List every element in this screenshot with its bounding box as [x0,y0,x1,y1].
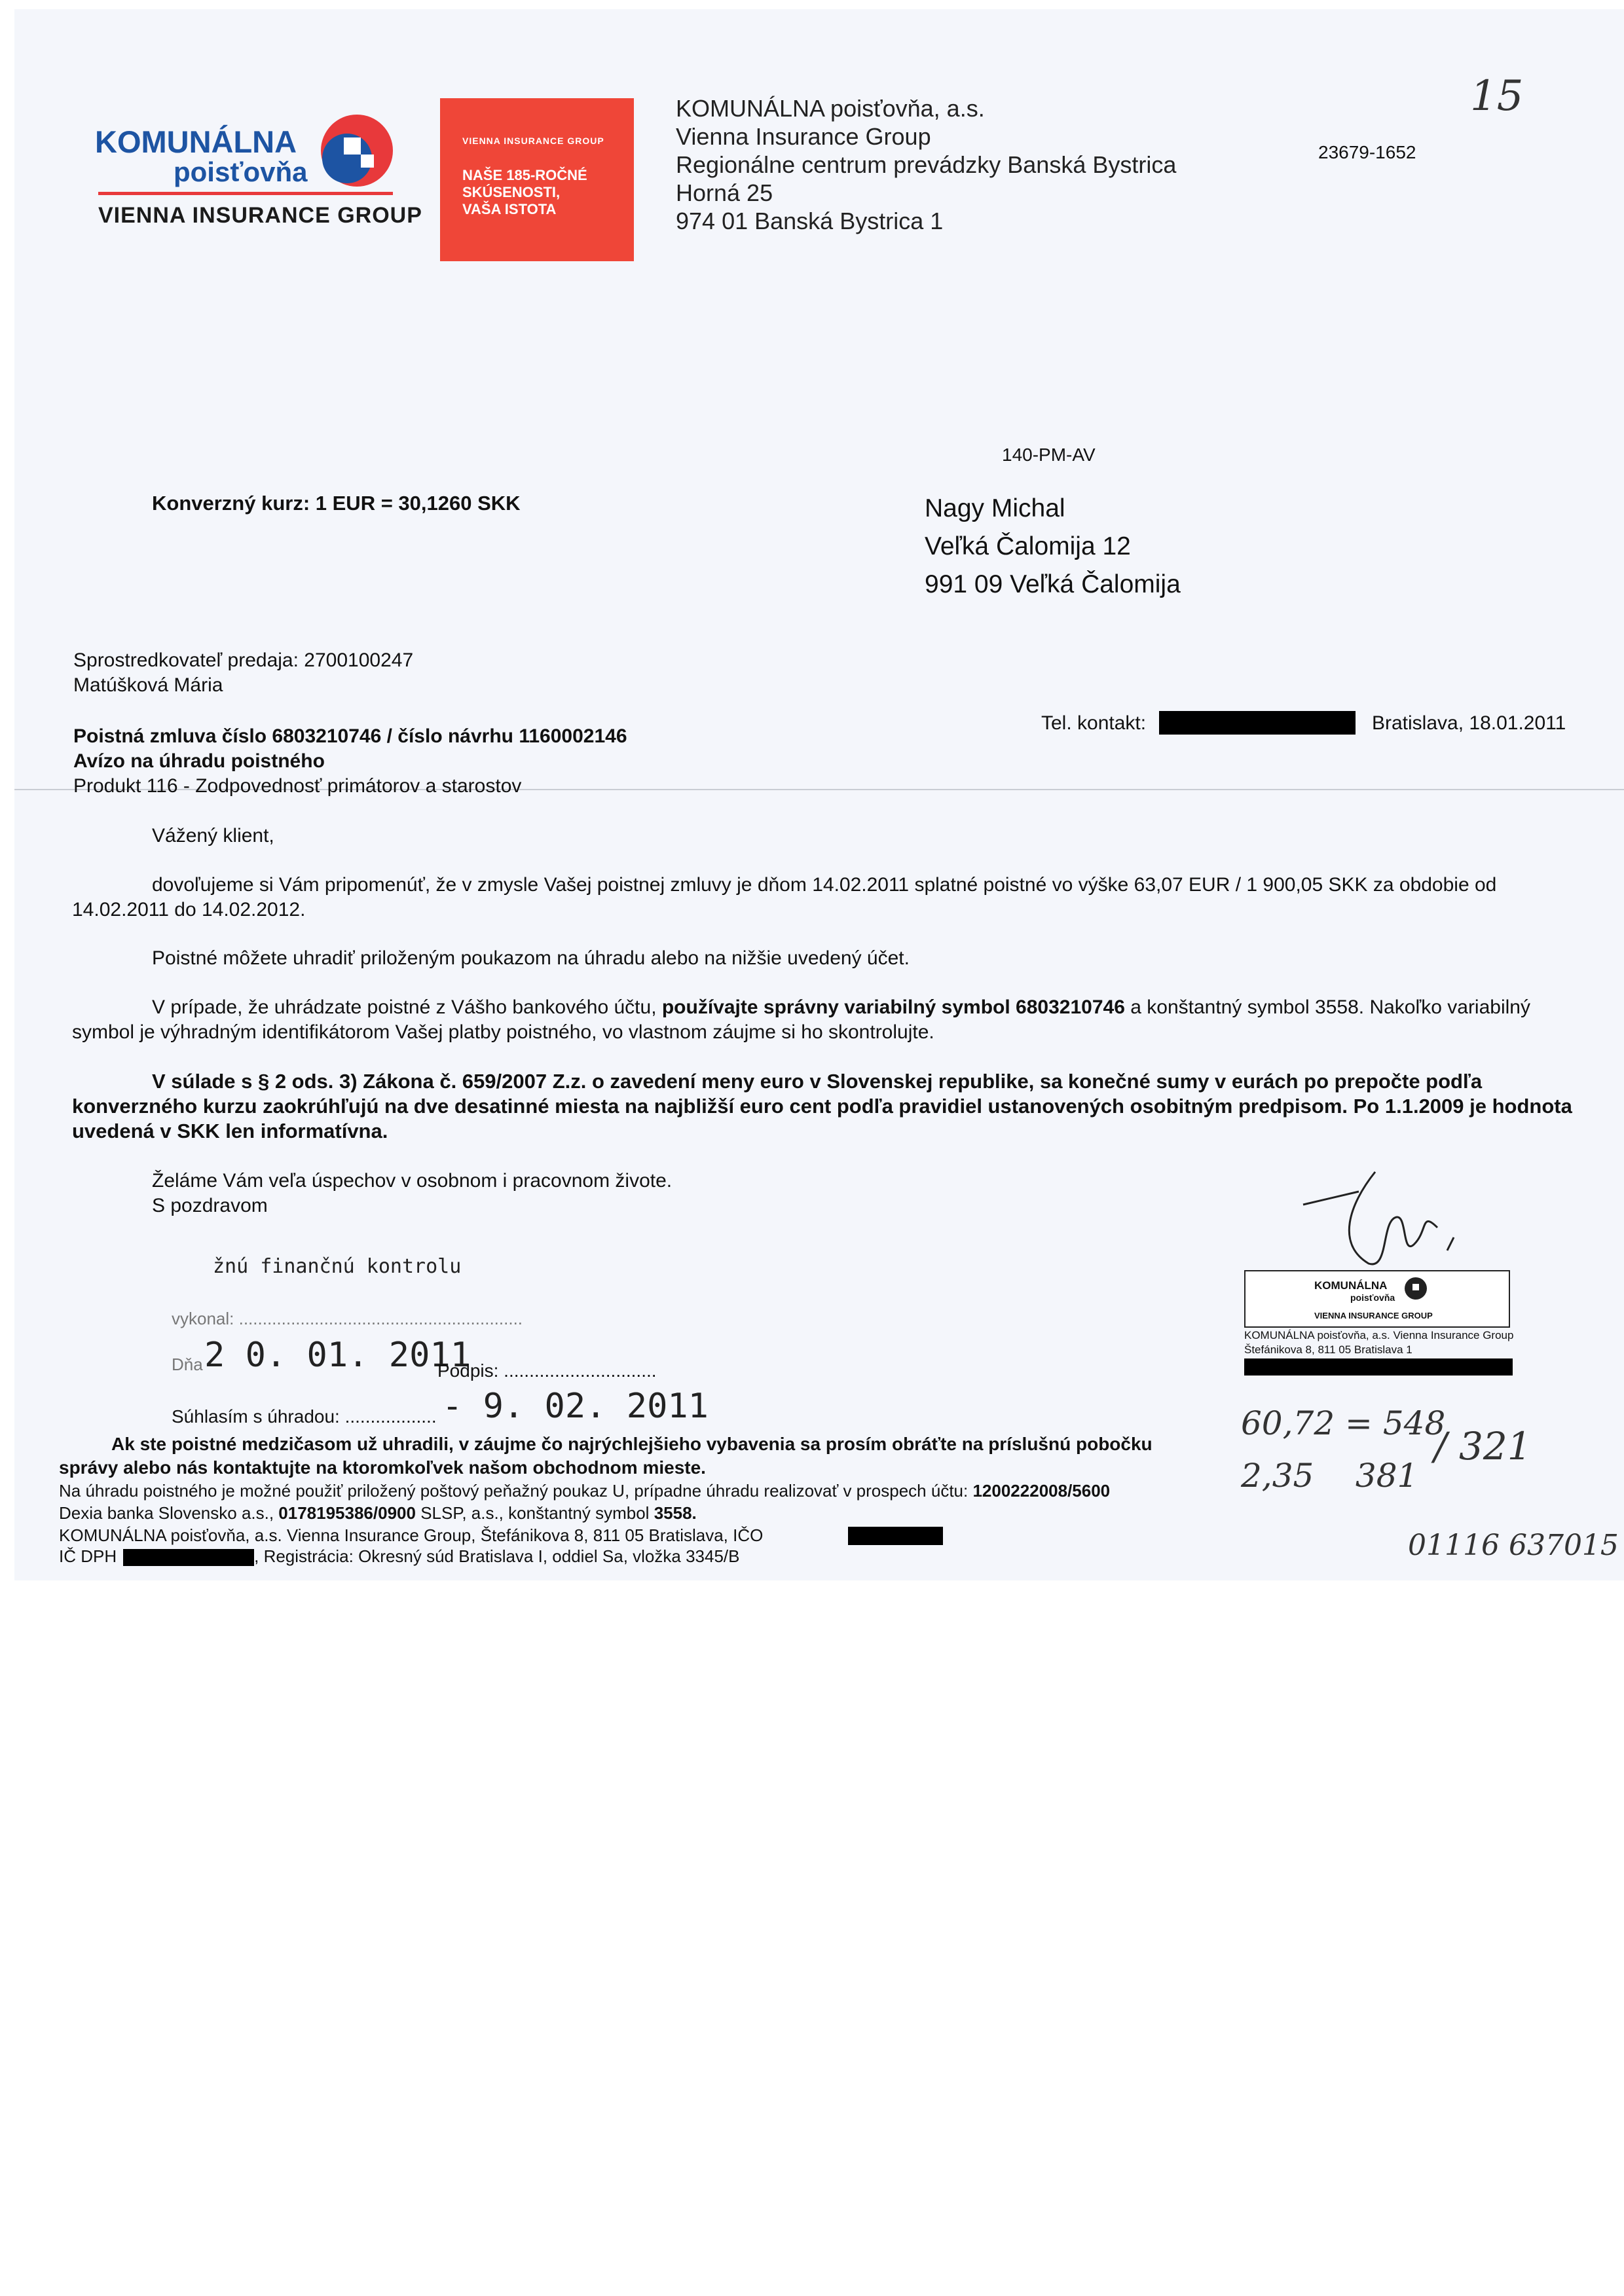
sender-line-1: KOMUNÁLNA poisťovňa, a.s. [676,95,985,122]
tel-label: Tel. kontakt: [1041,712,1147,734]
redacted-stamp-line [1244,1358,1513,1376]
footer-banks [59,1503,697,1523]
slogan-box [440,98,634,261]
notice-title: Avízo na úhradu poistného [73,750,325,772]
control-stamp-date: 2 0. 01. 2011 [204,1336,471,1375]
footer-registration [59,1546,739,1567]
paragraph-3-b: používajte správny variabilný symbol 6803210746 [661,996,1125,1018]
stamp-address-1: KOMUNÁLNA poisťovňa, a.s. Vienna Insurance Group [1244,1329,1514,1341]
paragraph-2: Poistné môžete uhradiť priloženým poukazom na úhradu alebo na nižšie uvedený účet. [152,947,910,969]
stamp-logo-icon [1403,1275,1429,1302]
conversion-rate: Konverzný kurz: 1 EUR = 30,1260 SKK [152,492,521,515]
stamp-address-2: Štefánikova 8, 811 05 Bratislava 1 [1244,1343,1412,1356]
slogan-line-3: VAŠA ISTOTA [462,201,557,217]
slogan-text [462,167,587,218]
redacted-vat [123,1549,254,1566]
slogan-group: VIENNA INSURANCE GROUP [462,136,604,146]
footer-court-registration: , Registrácia: Okresný súd Bratislava I, oddiel Sa, vložka 3345/B [254,1546,740,1566]
paragraph-3 [72,995,1578,1045]
agent-id: Sprostredkovateľ predaja: 2700100247 [73,649,414,671]
recipient-city: 991 09 Veľká Čalomija [925,570,1181,598]
footer-company: KOMUNÁLNA poisťovňa, a.s. Vienna Insurance Group, Štefánikova 8, 811 05 Bratislava, IČO [59,1525,764,1545]
product-line: Produkt 116 - Zodpovednosť primátorov a starostov [73,775,522,797]
handwritten-calc-2: 2,35 381 [1241,1457,1418,1495]
paragraph-3-c: a konštantný symbol 3558. Nakoľko variabilný symbol je výhradným identifikátorom Vašej platby poistného, vo vlastnom záujme si ho skontrolujte. [72,996,1530,1043]
footer-bank-2: SLSP, a.s., konštantný symbol [415,1503,654,1523]
footer-vat-label: IČ DPH [59,1546,117,1566]
logo-emblem-icon [318,111,396,190]
redacted-ico [848,1527,943,1545]
sales-agent [73,648,413,698]
footer-account-2: 0178195386/0900 [278,1503,416,1523]
control-stamp-performed: vykonal: ............................................................ [172,1309,523,1328]
sender-line-4: Horná 25 [676,179,773,206]
paragraph-4: V súlade s § 2 ods. 3) Zákona č. 659/2007 Z.z. o zavedení meny euro v Slovenskej republike, sa konečné sumy v eurách po prepočte podľa konverzného kurzu zaokrúhľujú na dve desatinné miesta na najbližší euro cent podľa pravidiel ustanovených osobitným predpisom. Po 1.1.2009 je hodnota uvedená v SKK len informatívna. [72,1070,1572,1142]
logo-name: KOMUNÁLNA [95,124,297,159]
contract-number: Poistná zmluva číslo 6803210746 / číslo návrhu 1160002146 [73,725,627,747]
sender-line-3: Regionálne centrum prevádzky Banská Bystrica [676,151,1177,178]
handwritten-calc-3: / 321 [1434,1424,1532,1468]
agent-name: Matúšková Mária [73,674,223,696]
handwritten-number: 01116 637015 [1408,1529,1619,1562]
logo-sub: poisťovňa [174,156,308,187]
reference-number: 23679-1652 [1318,142,1416,162]
paragraph-3-a: V prípade, že uhrádzate poistné z Vášho bankového účtu, [152,996,662,1018]
control-stamp-signature: Podpis: .............................. [437,1360,657,1381]
sender-address [676,94,1176,235]
closing-wish: Želáme Vám veľa úspechov v osobnom i pracovnom živote. [152,1170,673,1192]
handwritten-calc-1: 60,72 = 548 [1241,1404,1446,1442]
sender-line-2: Vienna Insurance Group [676,123,931,150]
stamp-group: VIENNA INSURANCE GROUP [1314,1311,1433,1321]
place-date: Bratislava, 18.01.2011 [1372,712,1566,734]
footer-constant-symbol: 3558. [654,1503,697,1523]
logo-group: VIENNA INSURANCE GROUP [98,203,422,228]
stamp-sub: poisťovňa [1350,1292,1395,1303]
footer-payment-text: Na úhradu poistného je možné použiť priložený poštový peňažný poukaz U, prípadne úhradu realizovať v prospech účtu: [59,1481,973,1501]
document-code: 140-PM-AV [1002,445,1096,465]
recipient-street: Veľká Čalomija 12 [925,532,1131,560]
control-stamp-date-label: Dňa [172,1355,203,1374]
control-stamp-title: žnú finančnú kontrolu [213,1255,462,1278]
paragraph-1: dovoľujeme si Vám pripomenúť, že v zmysle Vašej poistnej zmluvy je dňom 14.02.2011 splatné poistné vo výške 63,07 EUR / 1 900,05 SKK za obdobie od 14.02.2011 do 14.02.2012. [72,874,1497,920]
footer-notice-1: Ak ste poistné medzičasom už uhradili, v záujme čo najrýchlejšieho vybavenia sa prosím obráťte na príslušnú pobočku [111,1434,1153,1454]
footer-bank-1: Dexia banka Slovensko a.s., [59,1503,279,1523]
logo-divider [98,192,393,195]
signature-icon [1297,1165,1467,1277]
recipient-address [925,490,1181,604]
footer-payment-account [59,1481,1110,1501]
sender-line-5: 974 01 Banská Bystrica 1 [676,208,944,234]
slogan-line-2: SKÚSENOSTI, [462,184,561,200]
greeting: Vážený klient, [152,825,274,847]
footer-account-1: 1200222008/5600 [972,1481,1111,1501]
company-stamp [1244,1270,1510,1328]
control-stamp-approval: Súhlasím s úhradou: .................. [172,1406,437,1427]
page-mark: 15 [1470,72,1524,120]
redacted-phone [1159,711,1356,735]
footer-notice-2: správy alebo nás kontaktujte na ktoromkoľvek našom obchodnom mieste. [59,1457,706,1478]
slogan-line-1: NAŠE 185-ROČNÉ [462,167,587,183]
stamp-name: KOMUNÁLNA [1314,1279,1388,1292]
recipient-name: Nagy Michal [925,494,1065,522]
closing-regards: S pozdravom [152,1195,268,1216]
control-stamp-approval-date: - 9. 02. 2011 [442,1387,709,1426]
